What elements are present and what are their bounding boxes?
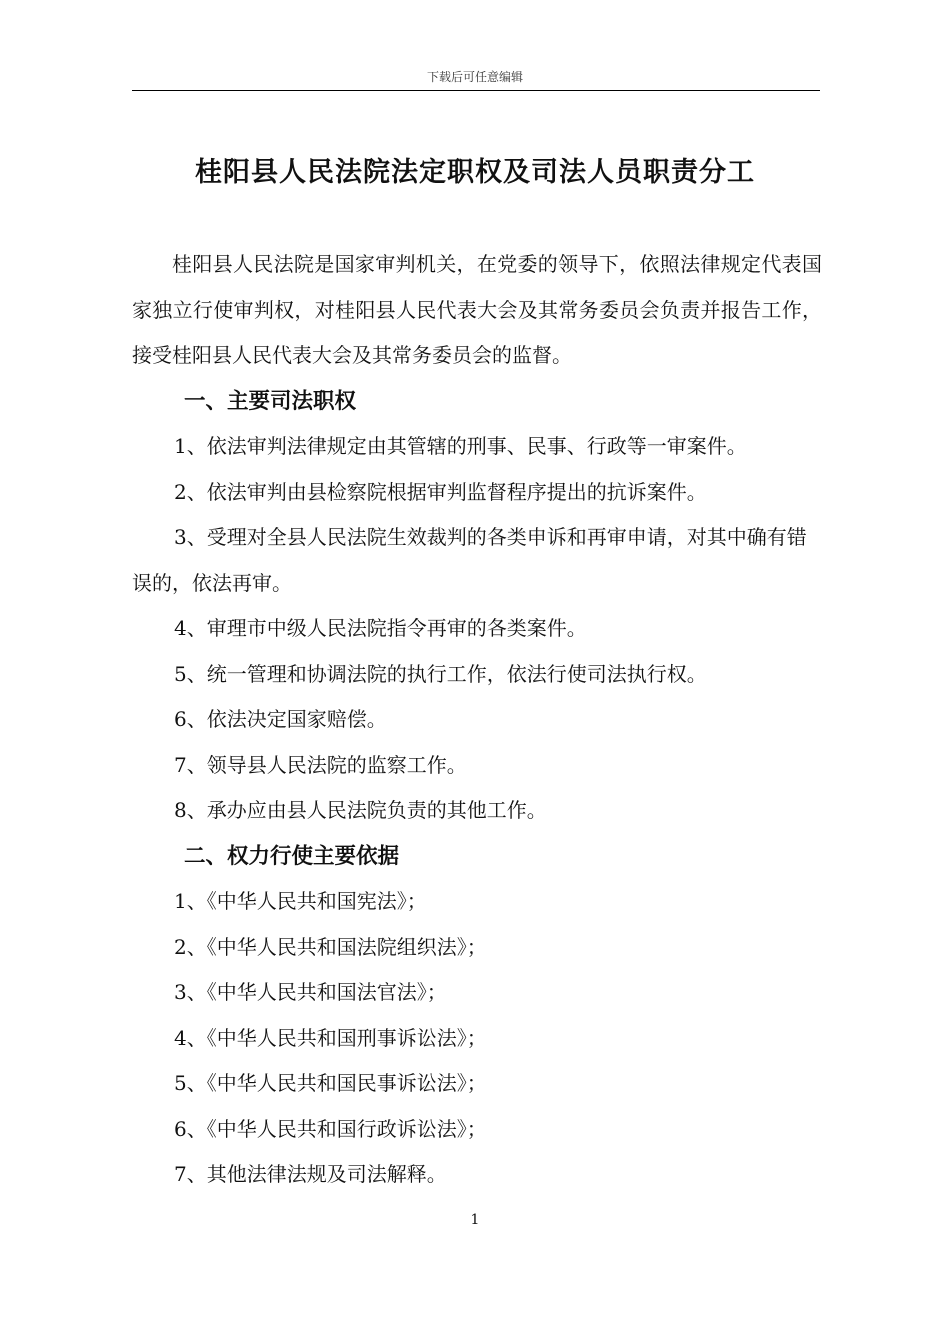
- document-body: [132, 242, 822, 1198]
- document-title: 桂阳县人民法院法定职权及司法人员职责分工: [195, 157, 755, 188]
- list-item: 4、审理市中级人民法院指令再审的各类案件。: [174, 616, 587, 640]
- section-heading-duties: 一、主要司法职权: [184, 388, 357, 414]
- intro-paragraph: 桂阳县人民法院是国家审判机关，在党委的领导下，依照法律规定代表国家独立行使审判权，对桂阳县人民代表大会及其常务委员会负责并报告工作，接受桂阳县人民代表大会及其常务委员会的监督。: [132, 252, 822, 367]
- list-item: 1、依法审判法律规定由其管辖的刑事、民事、行政等一审案件。: [174, 434, 747, 458]
- list-item: 2、依法审判由县检察院根据审判监督程序提出的抗诉案件。: [174, 479, 707, 504]
- list-item: 6、依法决定国家赔偿。: [174, 707, 387, 731]
- list-item: 2、《中华人民共和国法院组织法》；: [174, 934, 487, 959]
- list-item: 7、其他法律法规及司法解释。: [174, 1162, 447, 1186]
- header-rule: [132, 90, 820, 91]
- list-item: 4、《中华人民共和国刑事诉讼法》；: [174, 1025, 487, 1050]
- list-item: 7、领导县人民法院的监察工作。: [174, 752, 467, 777]
- section-heading-legal-basis: 二、权力行使主要依据: [184, 843, 400, 869]
- page-number: 1: [470, 1212, 480, 1228]
- list-item: 8、承办应由县人民法院负责的其他工作。: [174, 798, 547, 822]
- list-item: 6、《中华人民共和国行政诉讼法》；: [174, 1116, 487, 1141]
- list-item: 3、受理对全县人民法院生效裁判的各类申诉和再审申请，对其中确有错误的，依法再审。: [132, 525, 807, 595]
- list-item: 3、《中华人民共和国法官法》；: [174, 980, 447, 1004]
- list-item: 5、《中华人民共和国民事诉讼法》；: [174, 1071, 487, 1095]
- header-note: 下载后可任意编辑: [426, 70, 523, 84]
- list-item: 5、统一管理和协调法院的执行工作，依法行使司法执行权。: [174, 661, 707, 686]
- list-item: 1、《中华人民共和国宪法》；: [174, 889, 427, 913]
